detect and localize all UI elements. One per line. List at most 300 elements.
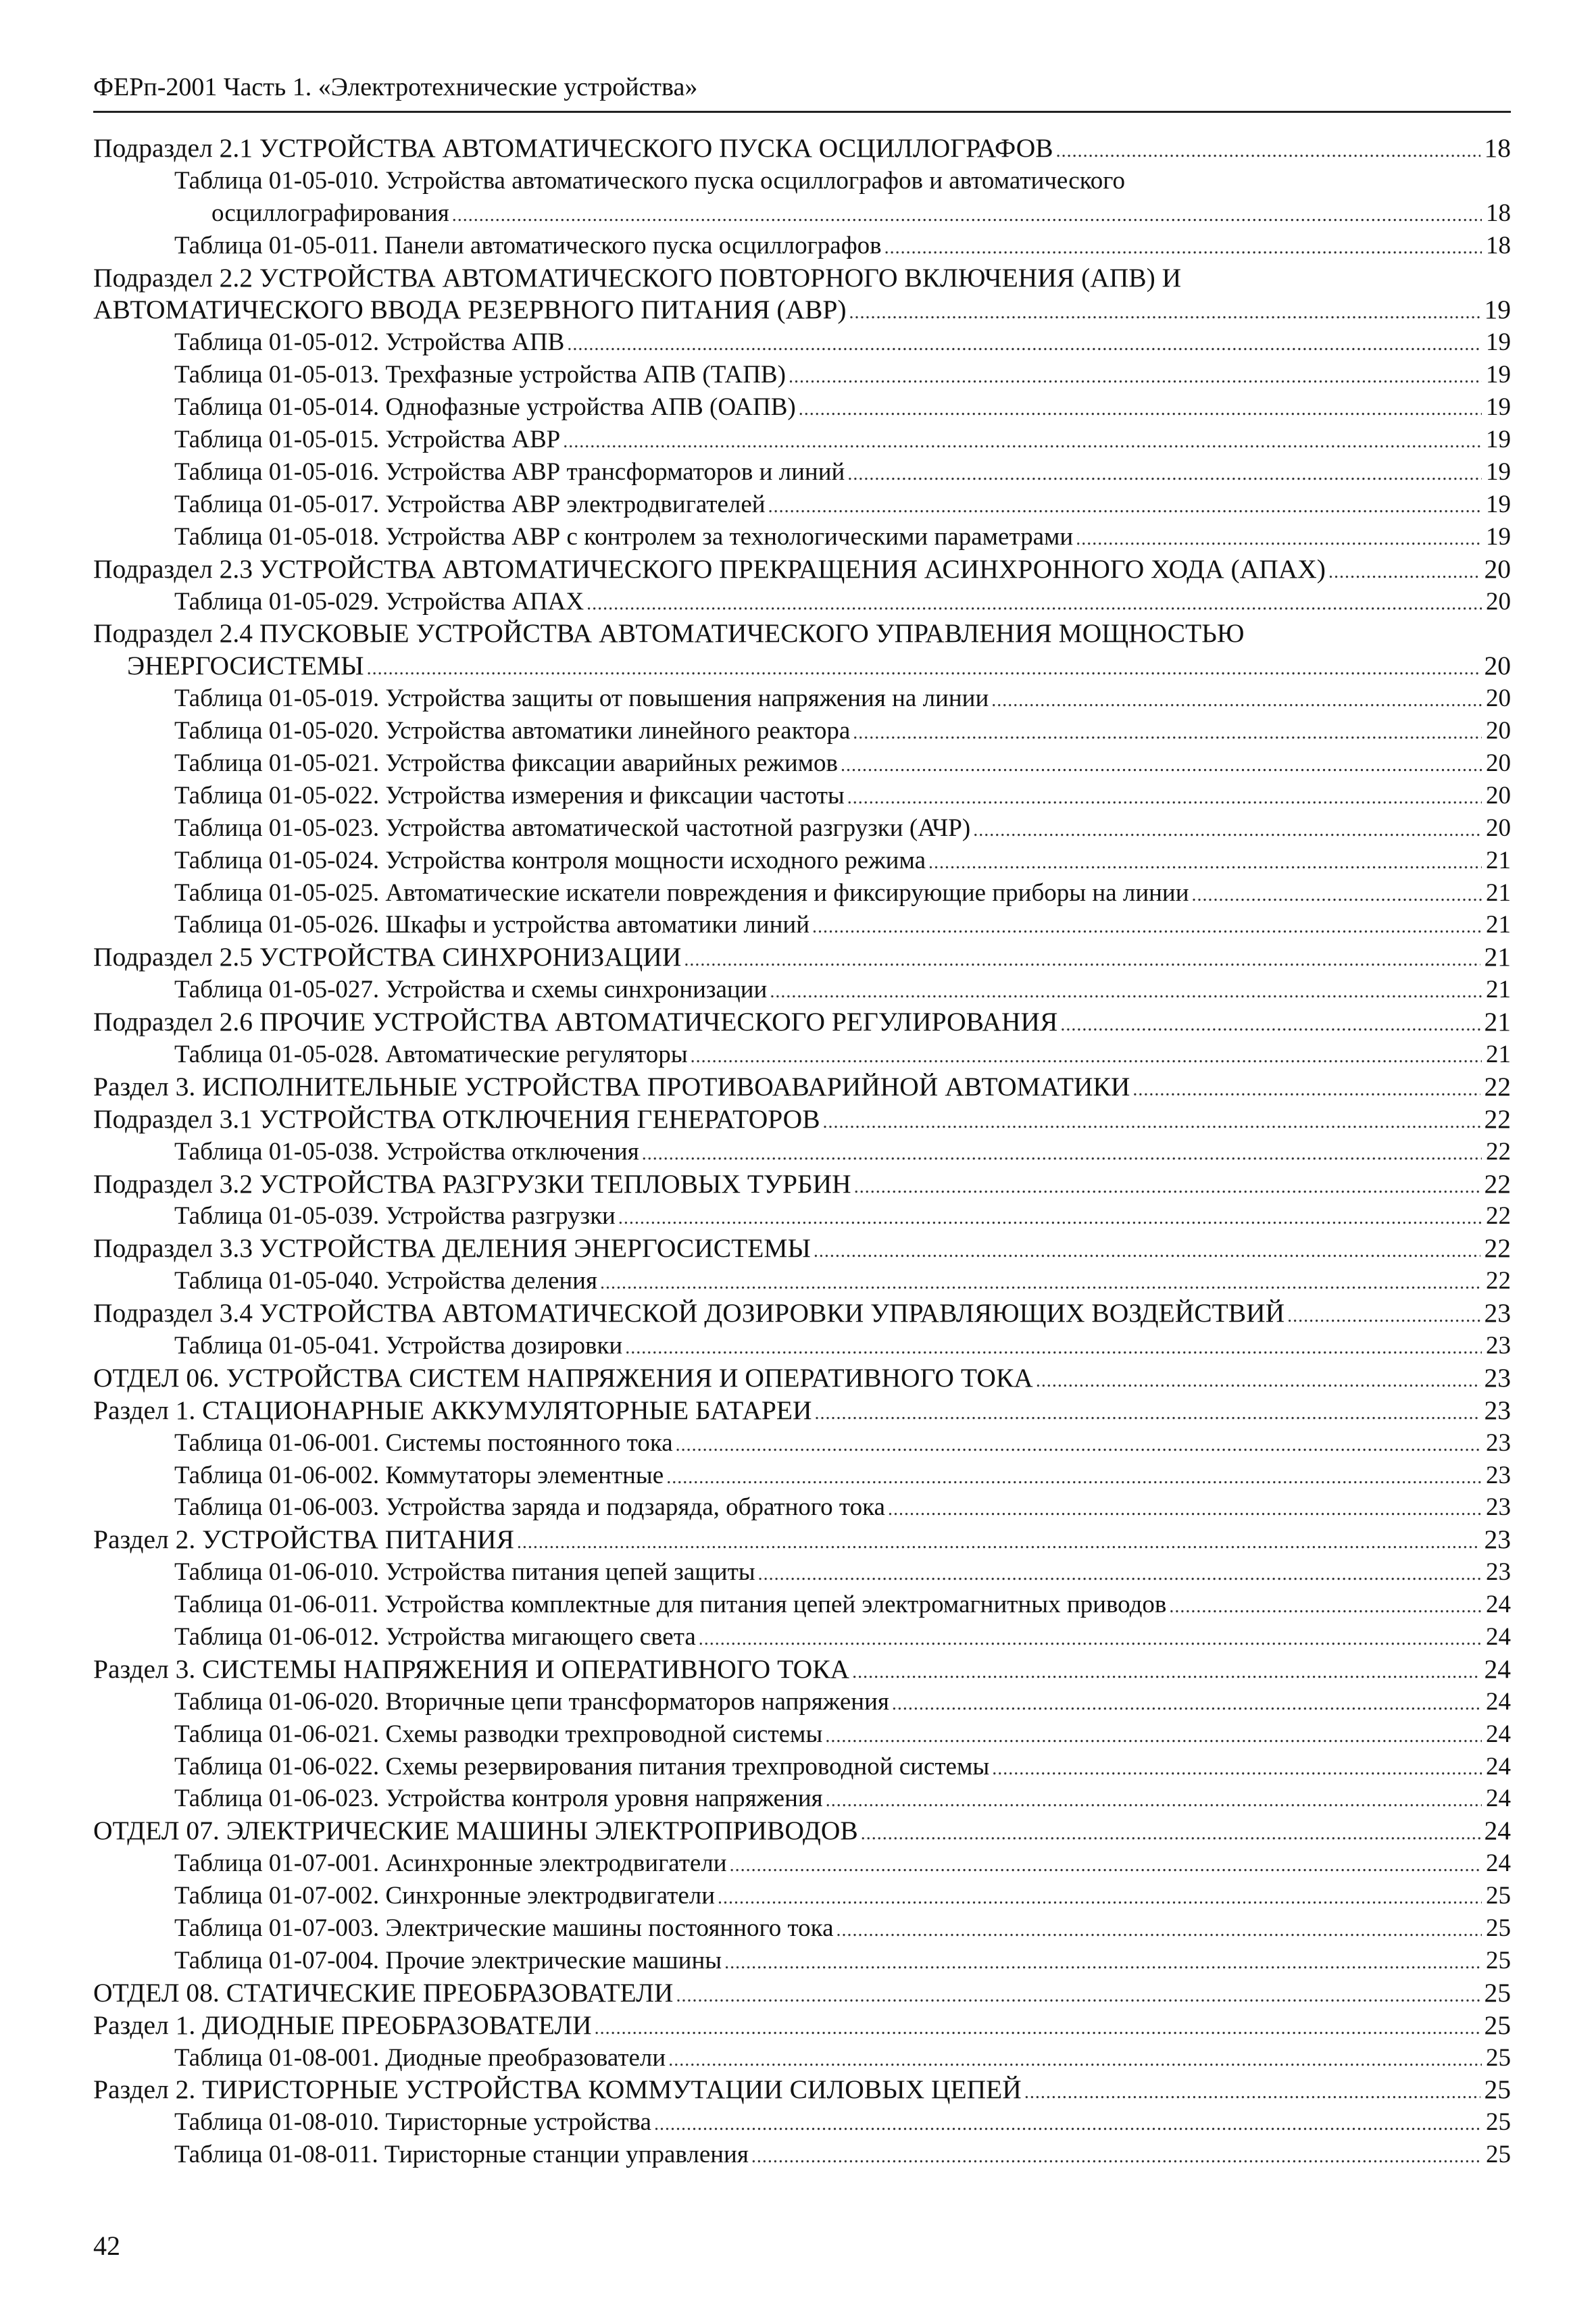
toc-table-entry[interactable] <box>93 1686 1511 1718</box>
toc-entry-title: ОТДЕЛ 06. УСТРОЙСТВА СИСТЕМ НАПРЯЖЕНИЯ И ОПЕРАТИВНОГО ТОКА <box>93 1362 1033 1393</box>
toc-entry-leader-line <box>93 1297 1511 1330</box>
toc-entry-title: Таблица 01-08-001. Диодные преобразователи <box>174 2043 666 2072</box>
toc-entry-page: 25 <box>1486 2108 1511 2137</box>
dot-leader <box>517 1526 1480 1559</box>
dot-leader <box>666 1462 1482 1494</box>
toc-table-entry[interactable] <box>93 359 1511 391</box>
toc-section-entry[interactable] <box>93 1168 1511 1201</box>
dot-leader <box>768 491 1482 523</box>
toc-entry-title: Таблица 01-05-011. Панели автоматического пуска осциллографов <box>174 231 882 259</box>
toc-entry-leader-line <box>93 1136 1511 1168</box>
dot-leader <box>699 1623 1482 1656</box>
running-header: ФЕРп-2001 Часть 1. «Электротехнические устройства» <box>93 73 698 101</box>
toc-entry-leader-line <box>93 230 1511 262</box>
dot-leader <box>991 684 1482 717</box>
toc-entry-title: Таблица 01-06-020. Вторичные цепи трансформаторов напряжения <box>174 1687 889 1716</box>
toc-table-entry[interactable] <box>93 715 1511 747</box>
toc-entry-title: Таблица 01-05-013. Трехфазные устройства АПВ (ТАПВ) <box>174 361 786 389</box>
dot-leader <box>789 361 1482 393</box>
toc-entry-leader-line <box>93 294 1511 326</box>
toc-entry-leader-line <box>93 1460 1511 1492</box>
dot-leader <box>847 458 1482 491</box>
toc-entry-title: Подраздел 2.6 ПРОЧИЕ УСТРОЙСТВА АВТОМАТИЧЕСКОГО РЕГУЛИРОВАНИЯ <box>93 1007 1058 1037</box>
toc-entry-leader-line <box>93 2106 1511 2139</box>
toc-entry-title: Таблица 01-06-023. Устройства контроля уровня напряжения <box>174 1785 823 1813</box>
toc-entry-leader-line <box>93 812 1511 845</box>
toc-entry-page: 20 <box>1484 553 1511 584</box>
toc-entry-leader-line <box>93 326 1511 359</box>
dot-leader <box>730 1849 1482 1882</box>
toc-table-entry[interactable] <box>93 1460 1511 1492</box>
toc-table-entry[interactable] <box>93 1491 1511 1524</box>
toc-table-entry[interactable] <box>93 1751 1511 1783</box>
dot-leader <box>676 1429 1482 1462</box>
toc-entry-leader-line <box>93 1362 1511 1395</box>
dot-leader <box>618 1202 1482 1235</box>
toc-entry-title: Таблица 01-05-020. Устройства автоматики линейного реактора <box>174 717 851 745</box>
toc-entry-page: 24 <box>1484 1816 1511 1846</box>
toc-entry-page: 23 <box>1486 1558 1511 1587</box>
toc-entry-leader-line <box>93 1880 1511 1912</box>
toc-entry-page: 24 <box>1486 1785 1511 1813</box>
toc-table-entry[interactable] <box>93 845 1511 877</box>
dot-leader <box>1192 879 1482 912</box>
toc-entry-leader-line <box>93 132 1511 165</box>
toc-entry-leader-line <box>93 1103 1511 1136</box>
toc-entry-leader-line <box>93 715 1511 747</box>
dot-leader <box>600 1267 1482 1299</box>
toc-entry-title: Таблица 01-05-018. Устройства АВР с контролем за технологическими параметрами <box>174 522 1074 551</box>
toc-entry-page: 21 <box>1486 911 1511 939</box>
toc-entry-title: Таблица 01-05-015. Устройства АВР <box>174 426 561 454</box>
toc-section-entry[interactable] <box>93 262 1511 327</box>
toc-entry-title: Таблица 01-05-023. Устройства автоматической частотной разгрузки (АЧР) <box>174 814 971 842</box>
toc-section-entry[interactable] <box>93 1977 1511 2010</box>
page-number: 42 <box>93 2231 120 2261</box>
toc-entry-page: 22 <box>1486 1202 1511 1230</box>
toc-entry-page: 24 <box>1486 1623 1511 1651</box>
toc-section-entry[interactable] <box>93 1233 1511 1265</box>
toc-table-entry[interactable] <box>93 877 1511 910</box>
toc-table-entry[interactable] <box>93 1136 1511 1168</box>
toc-entry-leader-line <box>93 2139 1511 2171</box>
toc-section-entry[interactable] <box>93 2010 1511 2042</box>
toc-table-entry[interactable] <box>93 1945 1511 1977</box>
toc-entry-page: 18 <box>1486 231 1511 259</box>
toc-entry-page: 22 <box>1484 1168 1511 1199</box>
toc-section-entry[interactable] <box>93 1362 1511 1395</box>
toc-entry-leader-line <box>93 909 1511 941</box>
toc-table-entry[interactable] <box>93 780 1511 812</box>
toc-entry-leader-line <box>93 1977 1511 2010</box>
toc-table-entry[interactable] <box>93 812 1511 845</box>
dot-leader <box>826 1785 1482 1817</box>
dot-leader <box>452 199 1482 232</box>
toc-entry-title-continuation: АВТОМАТИЧЕСКОГО ВВОДА РЕЗЕРВНОГО ПИТАНИЯ (АВР) <box>93 295 847 325</box>
toc-table-entry[interactable] <box>93 1039 1511 1071</box>
toc-entry-title: Таблица 01-05-010. Устройства автоматического пуска осциллографов и автоматического <box>174 166 1126 195</box>
toc-entry-page: 19 <box>1486 328 1511 357</box>
toc-entry-leader-line <box>93 941 1511 974</box>
toc-entry-title: Подраздел 2.4 ПУСКОВЫЕ УСТРОЙСТВА АВТОМАТИЧЕСКОГО УПРАВЛЕНИЯ МОЩНОСТЬЮ <box>93 618 1245 649</box>
toc-table-entry[interactable] <box>93 1880 1511 1912</box>
toc-table-entry[interactable] <box>93 456 1511 489</box>
toc-entry-leader-line <box>93 780 1511 812</box>
toc-section-entry[interactable] <box>93 1006 1511 1039</box>
toc-entry-title: Таблица 01-08-010. Тиристорные устройства <box>174 2108 651 2137</box>
toc-entry-page: 24 <box>1486 1720 1511 1748</box>
toc-entry-leader-line <box>93 1491 1511 1524</box>
dot-leader <box>567 328 1482 361</box>
toc-entry-leader-line <box>93 1718 1511 1751</box>
toc-entry-page: 19 <box>1486 490 1511 518</box>
dot-leader <box>1056 135 1480 168</box>
toc-entry-leader-line <box>93 974 1511 1006</box>
dot-leader <box>973 814 1482 847</box>
toc-entry-title: Таблица 01-06-001. Системы постоянного тока <box>174 1428 673 1457</box>
dot-leader <box>849 297 1480 329</box>
toc-entry-page: 25 <box>1484 2074 1511 2105</box>
toc-entry-title: Раздел 1. СТАЦИОНАРНЫЕ АККУМУЛЯТОРНЫЕ БАТАРЕИ <box>93 1395 812 1425</box>
dot-leader <box>992 1753 1482 1785</box>
toc-entry-title: Подраздел 3.1 УСТРОЙСТВА ОТКЛЮЧЕНИЯ ГЕНЕРАТОРОВ <box>93 1103 820 1134</box>
toc-entry-title: Таблица 01-05-041. Устройства дозировки <box>174 1332 623 1360</box>
toc-entry-page: 23 <box>1486 1493 1511 1522</box>
toc-entry-title: Подраздел 2.5 УСТРОЙСТВА СИНХРОНИЗАЦИИ <box>93 942 682 972</box>
toc-entry-page: 23 <box>1484 1524 1511 1555</box>
toc-entry-page: 19 <box>1486 522 1511 551</box>
dot-leader <box>892 1688 1482 1720</box>
dot-leader <box>888 1493 1482 1526</box>
dot-leader <box>814 1235 1480 1268</box>
toc-entry-title: Таблица 01-05-022. Устройства измерения и фиксации частоты <box>174 781 845 810</box>
dot-leader <box>1169 1591 1482 1623</box>
toc-entry-title: Таблица 01-05-026. Шкафы и устройства автоматики линий <box>174 911 810 939</box>
toc-entry-page: 20 <box>1486 749 1511 777</box>
toc-table-entry[interactable] <box>93 1265 1511 1297</box>
toc-entry-title: Раздел 2. УСТРОЙСТВА ПИТАНИЯ <box>93 1524 514 1555</box>
toc-entry-page: 19 <box>1486 393 1511 422</box>
toc-entry-leader-line <box>93 521 1511 553</box>
toc-entry-page: 19 <box>1486 426 1511 454</box>
dot-leader <box>1036 1365 1480 1397</box>
toc-entry-leader-line <box>93 1815 1511 1847</box>
toc-entry-page: 20 <box>1486 717 1511 745</box>
toc-entry-title: Таблица 01-08-011. Тиристорные станции управления <box>174 2141 749 2169</box>
header-rule <box>93 111 1511 113</box>
toc-entry-title: Таблица 01-05-027. Устройства и схемы синхронизации <box>174 976 768 1004</box>
dot-leader <box>853 717 1482 749</box>
toc-entry-page: 19 <box>1486 457 1511 486</box>
toc-entry-leader-line <box>93 1524 1511 1556</box>
toc-entry-leader-line <box>93 1265 1511 1297</box>
dot-leader <box>751 2141 1482 2173</box>
toc-entry-page: 20 <box>1486 587 1511 616</box>
toc-entry-title: Таблица 01-05-028. Автоматические регуляторы <box>174 1040 688 1068</box>
toc-entry-leader-line <box>93 1006 1511 1039</box>
toc-entry-page: 21 <box>1486 878 1511 907</box>
toc-section-entry[interactable] <box>93 553 1511 586</box>
toc-table-entry[interactable] <box>93 326 1511 359</box>
toc-entry-leader-line <box>93 1621 1511 1653</box>
dot-leader <box>854 1171 1480 1203</box>
toc-entry-page: 23 <box>1484 1362 1511 1393</box>
toc-table-entry[interactable] <box>93 1912 1511 1945</box>
toc-entry-title: Таблица 01-05-016. Устройства АВР трансформаторов и линий <box>174 457 845 486</box>
toc-entry-leader-line <box>93 845 1511 877</box>
dot-leader <box>841 749 1482 782</box>
toc-entry-leader-line <box>93 1912 1511 1945</box>
toc-table-entry[interactable] <box>93 747 1511 780</box>
toc-entry-page: 23 <box>1486 1461 1511 1489</box>
toc-entry-leader-line <box>93 2042 1511 2074</box>
dot-leader <box>718 1882 1482 1914</box>
toc-section-entry[interactable] <box>93 1815 1511 1847</box>
toc-entry-leader-line <box>93 1653 1511 1686</box>
toc-entry-page: 22 <box>1484 1103 1511 1134</box>
toc-entry-title: Подраздел 2.2 УСТРОЙСТВА АВТОМАТИЧЕСКОГО ПОВТОРНОГО ВКЛЮЧЕНИЯ (АПВ) И <box>93 262 1182 293</box>
dot-leader <box>642 1138 1482 1170</box>
toc-entry-title: Подраздел 3.2 УСТРОЙСТВА РАЗГРУЗКИ ТЕПЛОВЫХ ТУРБИН <box>93 1168 851 1199</box>
dot-leader <box>1076 523 1482 555</box>
toc-entry-leader-line <box>93 391 1511 424</box>
toc-table-entry[interactable] <box>93 1200 1511 1233</box>
toc-entry-title: Подраздел 3.4 УСТРОЙСТВА АВТОМАТИЧЕСКОЙ ДОЗИРОВКИ УПРАВЛЯЮЩИХ ВОЗДЕЙСТВИЙ <box>93 1298 1285 1328</box>
toc-entry-leader-line <box>93 1847 1511 1880</box>
dot-leader <box>654 2108 1482 2141</box>
toc-entry-title: Таблица 01-05-014. Однофазные устройства АПВ (ОАПВ) <box>174 393 796 422</box>
dot-leader <box>837 1914 1482 1947</box>
toc-entry-leader-line <box>93 1556 1511 1589</box>
dot-leader <box>814 1397 1480 1430</box>
toc-entry-title: ОТДЕЛ 08. СТАТИЧЕСКИЕ ПРЕОБРАЗОВАТЕЛИ <box>93 1977 674 2008</box>
toc-table-entry[interactable] <box>93 909 1511 941</box>
toc-entry-title: Таблица 01-07-004. Прочие электрические машины <box>174 1946 722 1974</box>
dot-leader <box>861 1818 1480 1850</box>
toc-entry-page: 24 <box>1486 1752 1511 1781</box>
dot-leader <box>884 232 1482 264</box>
toc-table-entry[interactable] <box>93 1718 1511 1751</box>
toc-entry-leader-line <box>93 1395 1511 1427</box>
toc-entry-leader-line <box>93 359 1511 391</box>
toc-section-entry[interactable] <box>93 618 1511 682</box>
toc-entry-page: 24 <box>1484 1653 1511 1684</box>
toc-entry-title: Таблица 01-05-024. Устройства контроля мощности исходного режима <box>174 846 926 874</box>
toc-entry-title: Подраздел 2.1 УСТРОЙСТВА АВТОМАТИЧЕСКОГО ПУСКА ОСЦИЛЛОГРАФОВ <box>93 133 1053 163</box>
toc-entry-leader-line <box>93 1751 1511 1783</box>
toc-section-entry[interactable] <box>93 2074 1511 2106</box>
toc-table-entry[interactable] <box>93 2106 1511 2139</box>
toc-entry-title: ОТДЕЛ 07. ЭЛЕКТРИЧЕСКИЕ МАШИНЫ ЭЛЕКТРОПРИВОДОВ <box>93 1816 858 1846</box>
toc-entry-page: 20 <box>1486 814 1511 842</box>
toc-entry-title: Таблица 01-06-021. Схемы разводки трехпроводной системы <box>174 1720 823 1748</box>
toc-entry-leader-line <box>93 553 1511 586</box>
toc-entry-page: 22 <box>1484 1071 1511 1101</box>
toc-table-entry[interactable] <box>93 682 1511 715</box>
toc-entry-page: 22 <box>1486 1137 1511 1166</box>
toc-entry-title: Подраздел 2.3 УСТРОЙСТВА АВТОМАТИЧЕСКОГО ПРЕКРАЩЕНИЯ АСИНХРОННОГО ХОДА (АПАХ) <box>93 553 1326 584</box>
toc-section-entry[interactable] <box>93 941 1511 974</box>
toc-section-entry[interactable] <box>93 1297 1511 1330</box>
dot-leader <box>1024 2076 1480 2109</box>
toc-entry-leader-line <box>93 197 1511 230</box>
toc-entry-title: Раздел 1. ДИОДНЫЕ ПРЕОБРАЗОВАТЕЛИ <box>93 2010 592 2040</box>
toc-table-entry[interactable] <box>93 489 1511 521</box>
toc-entry-leader-line <box>93 747 1511 780</box>
dot-leader <box>563 426 1482 458</box>
toc-entry-page: 22 <box>1486 1267 1511 1295</box>
toc-entry-title: Таблица 01-06-012. Устройства мигающего света <box>174 1623 696 1651</box>
toc-entry-title: Таблица 01-05-025. Автоматические искатели повреждения и фиксирующие приборы на линии <box>174 878 1189 907</box>
toc-section-entry[interactable] <box>93 1071 1511 1103</box>
toc-entry-page: 18 <box>1484 133 1511 163</box>
toc-entry-leader-line <box>93 1427 1511 1460</box>
toc-entry-title-continuation: ЭНЕРГОСИСТЕМЫ <box>127 651 364 681</box>
dot-leader <box>1060 1009 1480 1041</box>
dot-leader <box>1328 556 1480 589</box>
dot-leader <box>928 847 1482 879</box>
dot-leader <box>812 911 1482 943</box>
toc-entry-leader-line <box>93 650 1511 682</box>
toc-entry-title: Подраздел 3.3 УСТРОЙСТВА ДЕЛЕНИЯ ЭНЕРГОСИСТЕМЫ <box>93 1233 811 1264</box>
toc-entry-page: 25 <box>1486 1946 1511 1974</box>
toc-entry-page: 21 <box>1484 942 1511 972</box>
table-of-contents <box>93 132 1511 2171</box>
toc-entry-title: Таблица 01-06-010. Устройства питания цепей защиты <box>174 1558 755 1587</box>
toc-entry-leader-line <box>93 1168 1511 1201</box>
dot-leader <box>676 1980 1480 2012</box>
toc-entry-leader-line <box>93 1945 1511 1977</box>
dot-leader <box>825 1720 1482 1753</box>
toc-entry-page: 20 <box>1486 684 1511 713</box>
toc-entry-leader-line <box>93 1233 1511 1265</box>
toc-entry-title: Таблица 01-06-011. Устройства комплектные для питания цепей электромагнитных приводов <box>174 1591 1167 1619</box>
toc-entry-title-continuation: осциллографирования <box>211 199 449 227</box>
toc-table-entry[interactable] <box>93 424 1511 456</box>
dot-leader <box>587 588 1482 620</box>
dot-leader <box>1287 1300 1480 1333</box>
dot-leader <box>823 1106 1480 1139</box>
toc-table-entry[interactable] <box>93 974 1511 1006</box>
dot-leader <box>724 1947 1482 1979</box>
toc-entry-title: Таблица 01-07-001. Асинхронные электродвигатели <box>174 1849 727 1878</box>
toc-entry-page: 19 <box>1484 295 1511 325</box>
toc-entry-page: 25 <box>1486 1914 1511 1943</box>
toc-entry-page: 23 <box>1484 1395 1511 1425</box>
toc-entry-leader-line <box>93 2010 1511 2042</box>
dot-leader <box>625 1332 1482 1364</box>
toc-entry-title: Таблица 01-07-003. Электрические машины постоянного тока <box>174 1914 834 1943</box>
toc-entry-page: 24 <box>1486 1687 1511 1716</box>
toc-entry-leader-line <box>93 682 1511 715</box>
toc-entry-title: Таблица 01-05-019. Устройства защиты от повышения напряжения на линии <box>174 684 989 713</box>
toc-entry-leader-line <box>93 2074 1511 2106</box>
toc-entry-leader-line <box>93 1589 1511 1621</box>
toc-entry-leader-line <box>93 1330 1511 1362</box>
toc-entry-page: 23 <box>1486 1332 1511 1360</box>
toc-entry-leader-line <box>93 1039 1511 1071</box>
toc-entry-page: 25 <box>1486 2043 1511 2072</box>
toc-table-entry[interactable] <box>93 2139 1511 2171</box>
toc-entry-page: 24 <box>1486 1591 1511 1619</box>
toc-entry-title: Таблица 01-05-038. Устройства отключения <box>174 1137 639 1166</box>
toc-table-entry[interactable] <box>93 1330 1511 1362</box>
toc-entry-page: 19 <box>1486 361 1511 389</box>
dot-leader <box>684 944 1480 976</box>
toc-entry-leader-line <box>93 424 1511 456</box>
toc-section-entry[interactable] <box>93 1395 1511 1427</box>
toc-entry-title: Таблица 01-06-003. Устройства заряда и подзаряда, обратного тока <box>174 1493 885 1522</box>
toc-entry-title: Таблица 01-05-039. Устройства разгрузки <box>174 1202 616 1230</box>
toc-entry-leader-line <box>93 1686 1511 1718</box>
toc-table-entry[interactable] <box>93 586 1511 618</box>
toc-entry-page: 21 <box>1484 1007 1511 1037</box>
toc-table-entry[interactable] <box>93 1589 1511 1621</box>
toc-entry-title: Таблица 01-06-022. Схемы резервирования питания трехпроводной системы <box>174 1752 990 1781</box>
toc-entry-page: 25 <box>1486 1882 1511 1910</box>
toc-entry-page: 20 <box>1484 651 1511 681</box>
toc-entry-title: Таблица 01-05-021. Устройства фиксации аварийных режимов <box>174 749 839 777</box>
toc-entry-title: Таблица 01-05-040. Устройства деления <box>174 1267 597 1295</box>
toc-entry-page: 21 <box>1486 846 1511 874</box>
toc-entry-leader-line <box>93 1071 1511 1103</box>
dot-leader <box>847 782 1482 814</box>
toc-entry-page: 25 <box>1484 1977 1511 2008</box>
toc-entry-leader-line <box>93 586 1511 618</box>
toc-entry-title: Раздел 3. ИСПОЛНИТЕЛЬНЫЕ УСТРОЙСТВА ПРОТИВОАВАРИЙНОЙ АВТОМАТИКИ <box>93 1071 1130 1101</box>
toc-table-entry[interactable] <box>93 165 1511 230</box>
toc-table-entry[interactable] <box>93 2042 1511 2074</box>
toc-entry-page: 25 <box>1486 2141 1511 2169</box>
toc-table-entry[interactable] <box>93 1427 1511 1460</box>
toc-entry-leader-line <box>93 877 1511 910</box>
dot-leader <box>770 976 1482 1008</box>
toc-entry-title: Раздел 2. ТИРИСТОРНЫЕ УСТРОЙСТВА КОММУТАЦИИ СИЛОВЫХ ЦЕПЕЙ <box>93 2074 1022 2105</box>
dot-leader <box>595 2012 1480 2045</box>
toc-section-entry[interactable] <box>93 1653 1511 1686</box>
toc-entry-page: 23 <box>1484 1298 1511 1328</box>
toc-section-entry[interactable] <box>93 1524 1511 1556</box>
toc-table-entry[interactable] <box>93 1847 1511 1880</box>
toc-entry-title: Таблица 01-05-017. Устройства АВР электродвигателей <box>174 490 766 518</box>
toc-table-entry[interactable] <box>93 1556 1511 1589</box>
dot-leader <box>758 1558 1482 1591</box>
toc-entry-leader-line <box>93 456 1511 489</box>
toc-table-entry[interactable] <box>93 391 1511 424</box>
toc-entry-page: 21 <box>1486 976 1511 1004</box>
toc-entry-page: 25 <box>1484 2010 1511 2040</box>
toc-entry-page: 18 <box>1486 199 1511 227</box>
toc-table-entry[interactable] <box>93 521 1511 553</box>
dot-leader <box>1132 1074 1480 1106</box>
toc-entry-page: 23 <box>1486 1428 1511 1457</box>
toc-entry-page: 24 <box>1486 1849 1511 1878</box>
dot-leader <box>852 1656 1480 1689</box>
toc-entry-page: 20 <box>1486 781 1511 810</box>
dot-leader <box>668 2044 1482 2076</box>
dot-leader <box>367 653 1480 685</box>
toc-section-entry[interactable] <box>93 132 1511 165</box>
toc-table-entry[interactable] <box>93 1783 1511 1815</box>
toc-table-entry[interactable] <box>93 230 1511 262</box>
toc-entry-leader-line <box>93 1200 1511 1233</box>
dot-leader <box>799 393 1482 426</box>
toc-section-entry[interactable] <box>93 1103 1511 1136</box>
toc-entry-page: 22 <box>1484 1233 1511 1264</box>
toc-table-entry[interactable] <box>93 1621 1511 1653</box>
toc-entry-page: 21 <box>1486 1040 1511 1068</box>
dot-leader <box>691 1041 1482 1073</box>
